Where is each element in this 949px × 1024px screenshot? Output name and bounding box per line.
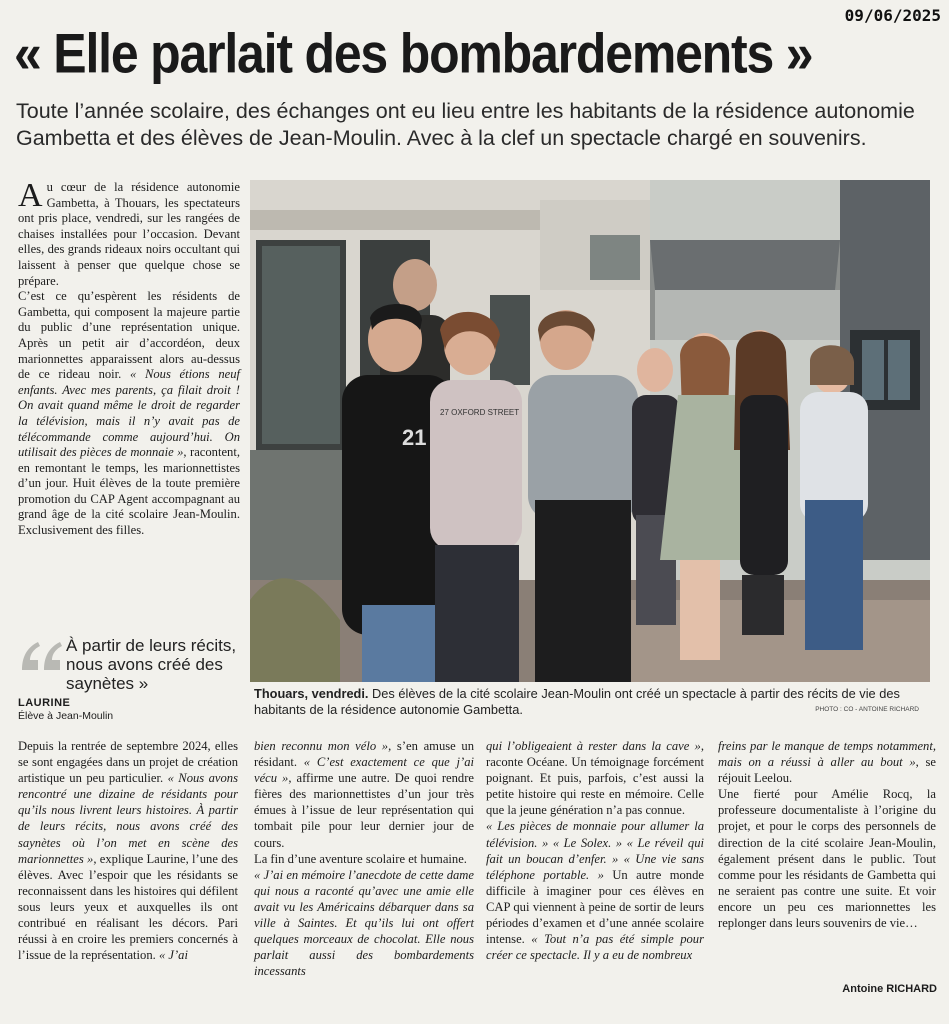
col2-quote-f: « J’ai en mémoire l’anecdote de cette dame qui nous a raconté qu’avec une amie elle avait vu les Américains débarquer dans sa ville à Saintes. Et qu’ils lui ont offert quelques morceaux de chocolat. Elle nous parlait aussi des bombardements incessants xyxy=(254,867,474,979)
subheadline: Toute l’année scolaire, des échanges ont eu lieu entre les habitants de la résidence autonomie Gambetta et des élèves de Jean-Moulin. Avec à la clef un spectacle chargé en souvenirs. xyxy=(16,99,915,150)
article-photo xyxy=(250,180,930,682)
photo-illustration xyxy=(250,180,930,682)
body-column-1 xyxy=(18,738,238,963)
body-column-2 xyxy=(254,738,474,979)
col3-paragraph-1 xyxy=(486,738,704,818)
headline: « Elle parlait des bombardements » xyxy=(14,22,813,85)
photo-credit: PHOTO : CO - ANTOINE RICHARD xyxy=(815,706,919,713)
body-column-3 xyxy=(486,738,704,963)
col2-quote-c: « C’est exactement ce que j’ai vécu » xyxy=(254,755,475,786)
col1-paragraph xyxy=(18,738,238,963)
col3-quote-a: qui l’obligeaient à rester dans la cave » xyxy=(486,739,701,753)
quote-mark-icon xyxy=(18,636,64,672)
pull-quote-text: À partir de leurs récits, nous avons créé des saynètes » xyxy=(66,636,237,693)
intro-paragraph-2 xyxy=(18,289,240,539)
col1-text-a: Depuis la rentrée de septembre 2024, elles se sont engagées dans un projet de création artistique un peu particulier. xyxy=(18,739,238,786)
col2-text-d: , affirme une autre. De quoi rendre fières des marionnettistes d’un jour très émues à l’issue de leur représentation qui tombait pile pour leur dernier jour de cours. xyxy=(254,771,474,850)
col1-quote: « Nous avons rencontré une dizaine de résidants pour qu’ils nous livrent leurs histoires. À partir de leurs récits, nous avons créé des saynètes où l’on met en scène des marionnettes » xyxy=(18,771,238,866)
col2-paragraph-3 xyxy=(254,867,474,980)
caption-lead: Thouars, vendredi. xyxy=(254,686,369,701)
col3-quote-c: « Les pièces de monnaie pour allumer la télévision. » « Le Solex. » « Le réveil qui fait un boucan d’enfer. » « Une vie sans téléphone portable. » xyxy=(486,819,704,882)
shirt-print: 27 OXFORD STREET xyxy=(440,408,520,417)
col4-paragraph-2: Une fierté pour Amélie Rocq, la professeure documentaliste à l’origine du projet, et pour le corps des personnels de direction de la cité scolaire Jean-Moulin, également présent dans le public. Tout comme pour les résidants de Gambetta qui ne seraient pas contre une suite. Et voir encore un peu ces marionnettes les replonger dans leurs souvenirs de vie… xyxy=(718,787,936,931)
col4-text-b: , se réjouit Leelou. xyxy=(718,755,936,786)
col1-text-c: , explique Laurine, l’une des élèves. Avec l’espoir que les résidants se reconnaissent dans les histoires qui défilent sous leurs yeux et auxquelles ils ont contribué en réalisant les décors. Pari réussi à en croire les premiers concernés à l’issue de la représentation. xyxy=(18,851,238,963)
intro-text-2a: C’est ce qu’espèrent les résidents de Gambetta, qui composent la majeure partie du public d’une représentation unique. Après un petit air d’accordéon, deux marionnettes apparaissent alors au-dessus de ce rideau noir. xyxy=(18,289,240,382)
intro-quote: « Nous étions neuf enfants. Avec mes parents, ça filait droit ! On avait quand même le droit de regarder la télévision, mais il n’y avait pas de télécommande comme aujourd’hui. On utilisait des pièces de monnaie » xyxy=(18,367,240,460)
col3-text-d: Un autre monde difficile à imaginer pour ces élèves en CAP qui viennent à peine de sortir de leurs périodes d’examen et d’une année scolaire intense. xyxy=(486,867,704,947)
date-stamp: 09/06/2025 xyxy=(844,6,941,25)
col2-paragraph-1 xyxy=(254,738,474,851)
col4-paragraph-1 xyxy=(718,738,936,786)
pull-quote xyxy=(18,636,243,722)
col4-quote-a: freins par le manque de temps notamment, mais on a réussi à aller au bout » xyxy=(718,739,936,770)
intro-paragraph-1 xyxy=(18,177,240,289)
col2-paragraph-2: La fin d’une aventure scolaire et humaine. xyxy=(254,851,467,866)
intro-column xyxy=(18,177,240,539)
intro-text-2c: , racontent, en remontant le temps, les marionnettistes d’un jour. Huit élèves de la toute première promotion du CAP Agent accompagnant au grand âge de la cité scolaire Jean-Moulin. Exclusivement des filles. xyxy=(18,445,240,538)
photo-caption xyxy=(254,686,930,718)
body-column-4 xyxy=(718,738,936,931)
col3-quote-e: « Tout n’a pas été simple pour créer ce spectacle. Il y a eu de nombreux xyxy=(486,932,704,963)
shirt-number: 21 xyxy=(402,425,427,450)
pull-quote-author: LAURINE xyxy=(18,697,71,709)
drop-cap: A xyxy=(18,177,43,214)
pull-quote-role: Élève à Jean-Moulin xyxy=(18,710,114,722)
caption-text: Des élèves de la cité scolaire Jean-Moulin ont créé un spectacle à partir des récits de vie des habitants de la résidence autonomie Gambetta. xyxy=(254,686,900,717)
col3-paragraph-2 xyxy=(486,818,704,963)
col1-quote-end: « J’ai xyxy=(158,948,188,963)
col2-quote-a: bien reconnu mon vélo » xyxy=(254,739,389,753)
col2-text-b: , s’en amuse un résidant. xyxy=(254,739,474,770)
intro-text-1: u cœur de la résidence autonomie Gambetta, à Thouars, les spectateurs ont pris place, vendredi, sur les rangées de chaises installées pour l’occasion. Devant elles, des grands rideaux noirs occultant qui laissent à penser que quelque chose se prépare. xyxy=(18,180,240,288)
byline: Antoine RICHARD xyxy=(842,983,937,995)
col3-text-b: , raconte Océane. Un témoignage forcément poignant. Et puis, parfois, c’est aussi la petite histoire qui reste en mémoire. Celle que la jeune génération n’a pas connue. xyxy=(486,739,704,818)
